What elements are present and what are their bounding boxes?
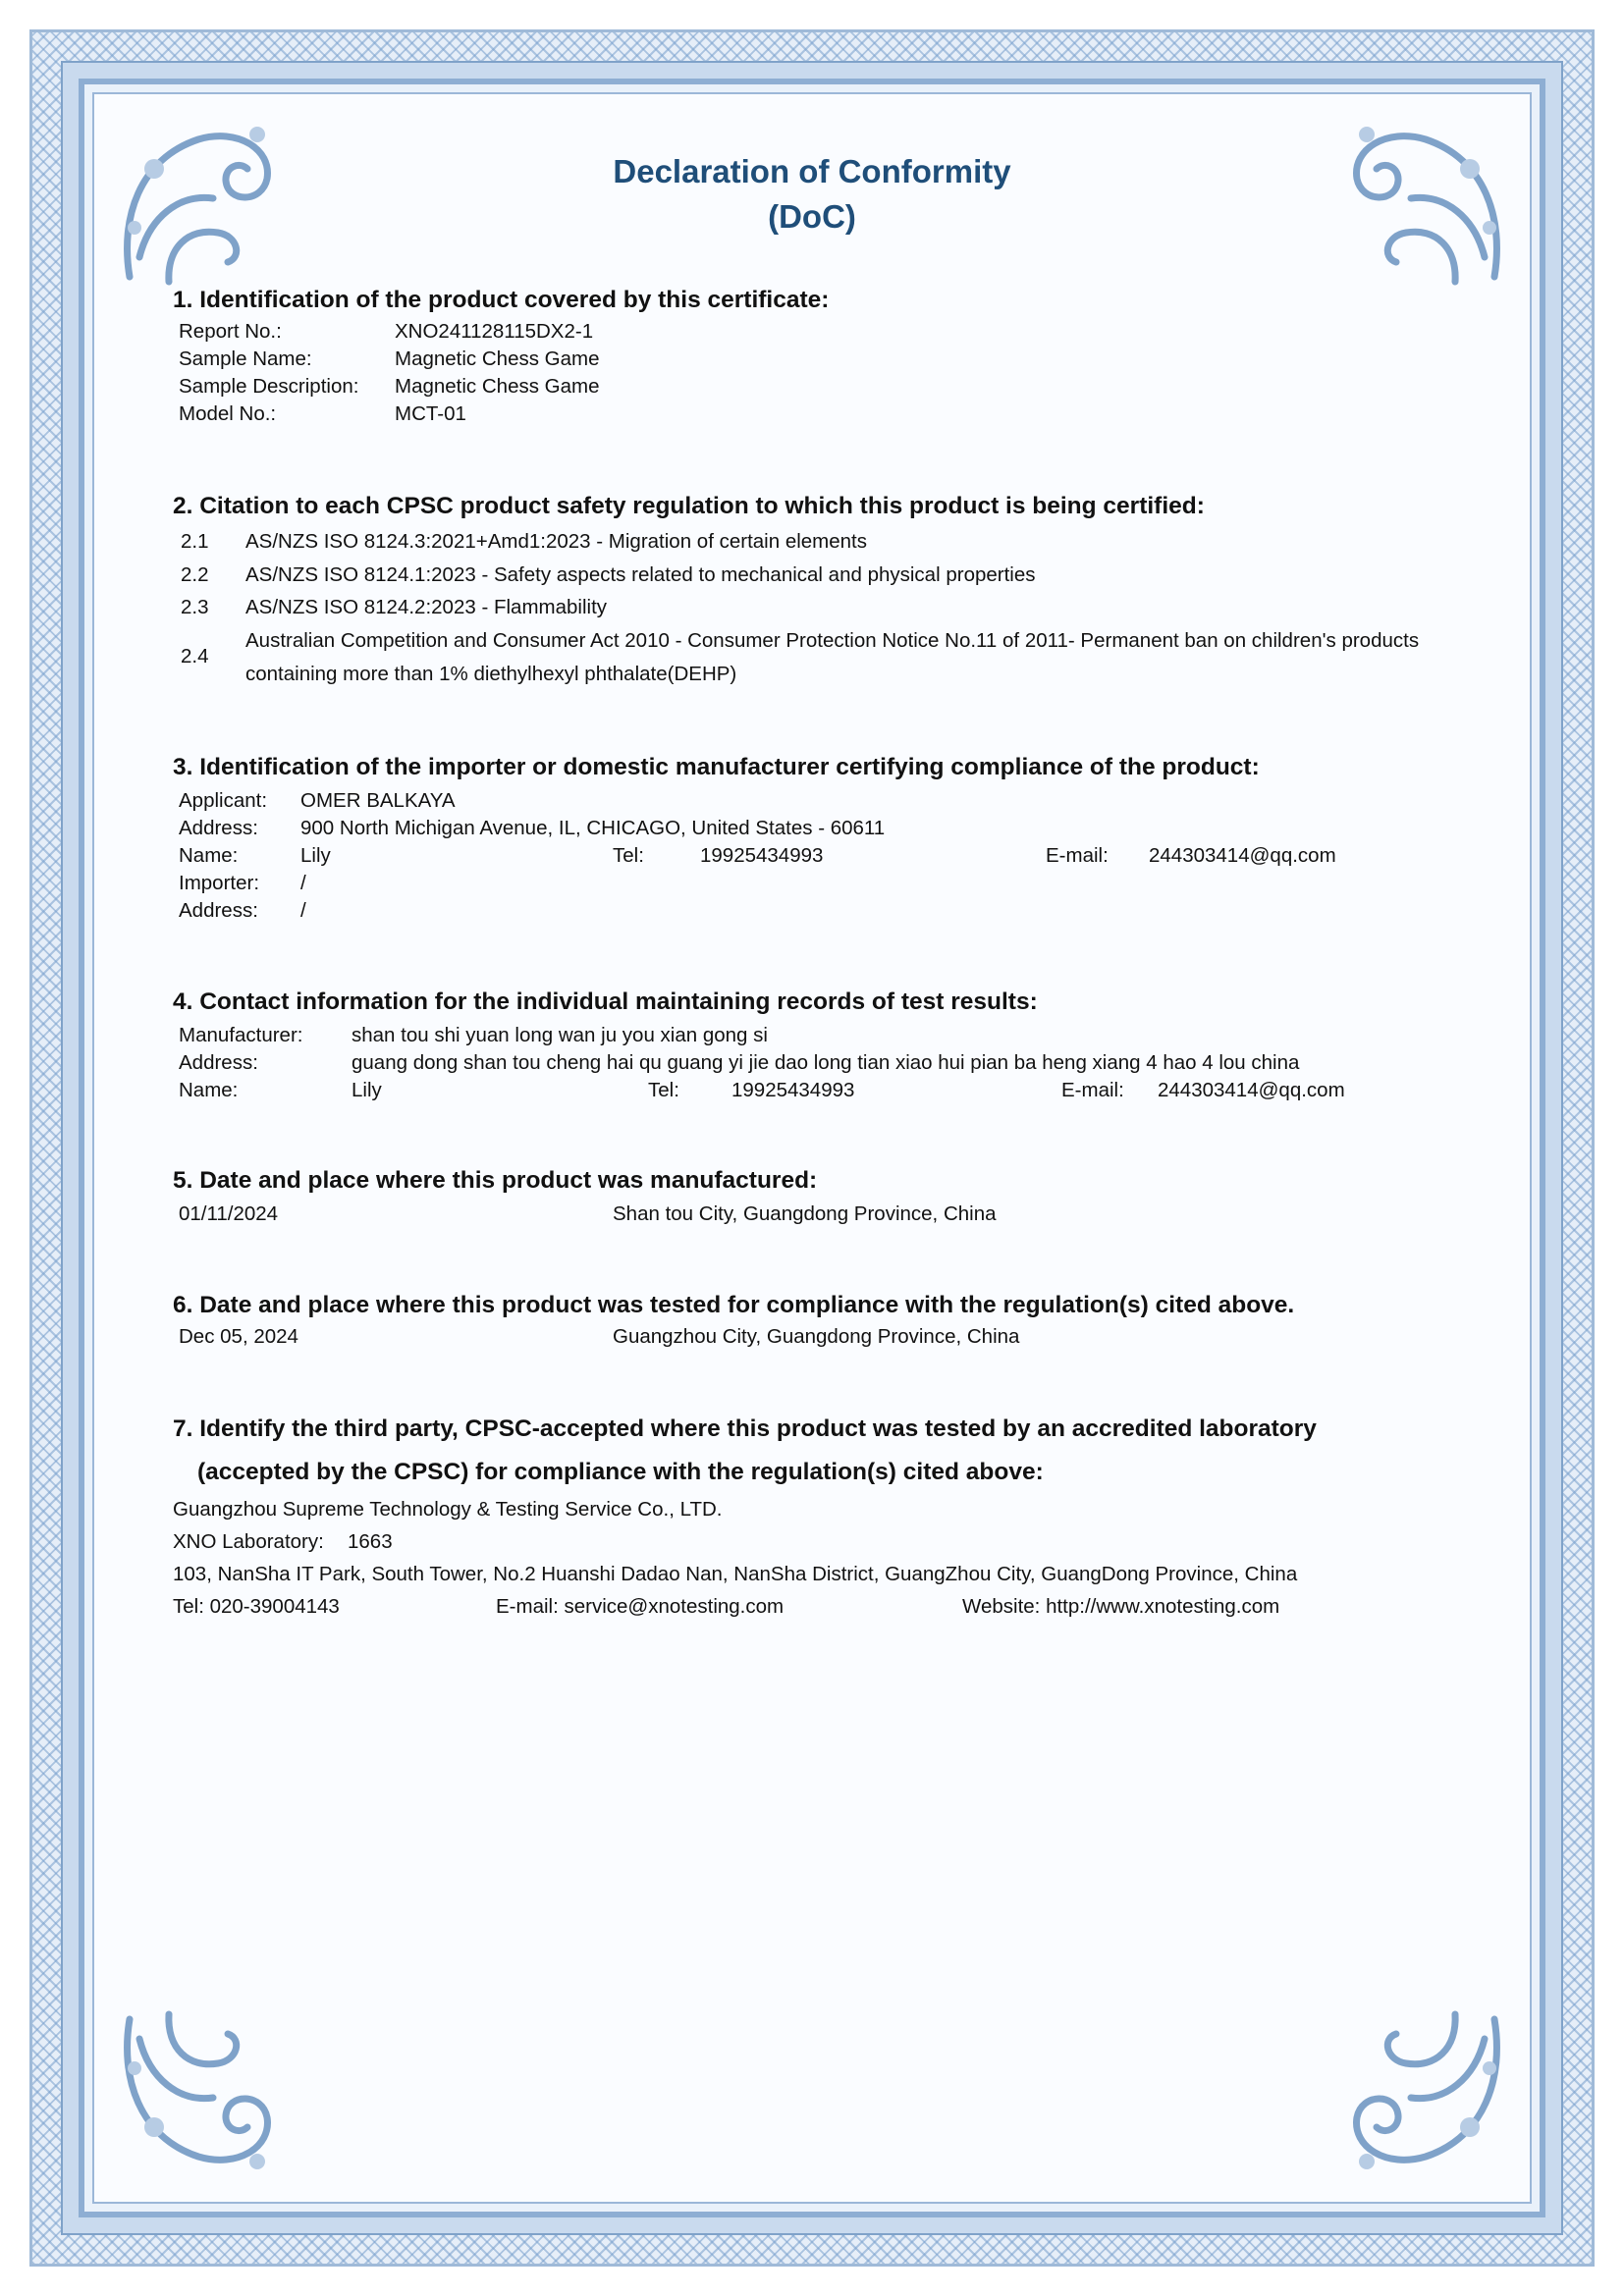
field-label: Model No.: — [179, 402, 277, 425]
test-date: Dec 05, 2024 — [179, 1325, 298, 1348]
applicant-address: 900 North Michigan Avenue, IL, CHICAGO, United States - 60611 — [300, 817, 886, 839]
section-heading: 4. Contact information for the individual maintaining records of test results: — [173, 988, 1038, 1015]
section-product-identification — [173, 285, 1469, 428]
citation-text: Australian Competition and Consumer Act 2010 - Consumer Protection Notice No.11 of 2011- Permanent ban on children's products — [245, 629, 1420, 652]
title-line-1: Declaration of Conformity — [613, 153, 1011, 189]
lab-name: Guangzhou Supreme Technology & Testing Service Co., LTD. — [173, 1498, 723, 1521]
title-line-2: (DoC) — [768, 198, 856, 235]
field-label: Manufacturer: — [179, 1024, 303, 1046]
lab-number: 1663 — [348, 1530, 393, 1553]
section-heading-continued: (accepted by the CPSC) for compliance with the regulation(s) cited above: — [197, 1459, 1044, 1485]
manufacture-place: Shan tou City, Guangdong Province, China — [613, 1202, 997, 1225]
lab-email: E-mail: service@xnotesting.com — [496, 1595, 785, 1618]
applicant-name: OMER BALKAYA — [300, 789, 456, 812]
model-number: MCT-01 — [395, 402, 466, 425]
citation-number: 2.3 — [181, 596, 209, 618]
section-heading: 6. Date and place where this product was tested for compliance with the regulation(s) cited above. — [173, 1292, 1295, 1318]
field-label: Address: — [179, 899, 258, 922]
contact-email: 244303414@qq.com — [1149, 844, 1336, 867]
lab-address: 103, NanSha IT Park, South Tower, No.2 Huanshi Dadao Nan, NanSha District, GuangZhou City, GuangDong Province, China — [173, 1563, 1298, 1585]
section-test-date-place — [173, 1290, 1469, 1351]
report-number: XNO241128115DX2-1 — [395, 320, 594, 343]
citation-number: 2.4 — [181, 645, 209, 667]
importer-address: / — [300, 899, 306, 922]
manufacturer-address: guang dong shan tou cheng hai qu guang yi jie dao long tian xiao hui pian ba heng xiang 4 hao 4 lou china — [352, 1051, 1300, 1074]
section-heading: 1. Identification of the product covered by this certificate: — [173, 287, 830, 313]
contact-name: Lily — [300, 844, 331, 867]
document-title — [0, 149, 1624, 240]
citation-text: AS/NZS ISO 8124.3:2021+Amd1:2023 - Migration of certain elements — [245, 530, 867, 553]
field-label: Importer: — [179, 872, 260, 894]
section-manufacture-date-place — [173, 1165, 1469, 1228]
corner-ornament-icon — [110, 2000, 297, 2186]
field-label: Address: — [179, 1051, 258, 1074]
lab-phone: Tel: 020-39004143 — [173, 1595, 340, 1618]
section-third-party-lab — [173, 1414, 1469, 1633]
section-regulation-citations — [173, 491, 1469, 695]
citation-number: 2.2 — [181, 563, 209, 586]
citation-text: AS/NZS ISO 8124.1:2023 - Safety aspects related to mechanical and physical properties — [245, 563, 1036, 586]
contact-name: Lily — [352, 1079, 382, 1101]
field-label: E-mail: — [1046, 844, 1109, 867]
contact-email: 244303414@qq.com — [1158, 1079, 1345, 1101]
citation-text-continued: containing more than 1% diethylhexyl phthalate(DEHP) — [245, 663, 737, 685]
importer-name: / — [300, 872, 306, 894]
sample-name: Magnetic Chess Game — [395, 347, 600, 370]
field-label: Name: — [179, 1079, 239, 1101]
citation-number: 2.1 — [181, 530, 209, 553]
field-label: Applicant: — [179, 789, 268, 812]
section-heading: 2. Citation to each CPSC product safety regulation to which this product is being certified: — [173, 493, 1205, 519]
contact-phone: 19925434993 — [731, 1079, 855, 1101]
manufacturer-name: shan tou shi yuan long wan ju you xian gong si — [352, 1024, 768, 1046]
section-records-contact — [173, 987, 1469, 1104]
section-heading: 5. Date and place where this product was manufactured: — [173, 1167, 818, 1194]
contact-phone: 19925434993 — [700, 844, 824, 867]
field-label: Address: — [179, 817, 258, 839]
citation-text: AS/NZS ISO 8124.2:2023 - Flammability — [245, 596, 608, 618]
field-label: Sample Description: — [179, 375, 359, 398]
section-heading: 3. Identification of the importer or domestic manufacturer certifying compliance of the product: — [173, 754, 1260, 780]
sample-description: Magnetic Chess Game — [395, 375, 600, 398]
lab-website: Website: http://www.xnotesting.com — [962, 1595, 1280, 1618]
field-label: E-mail: — [1061, 1079, 1124, 1101]
field-label: Tel: — [613, 844, 644, 867]
field-label: Sample Name: — [179, 347, 312, 370]
section-heading: 7. Identify the third party, CPSC-accepted where this product was tested by an accredited laboratory — [173, 1415, 1317, 1442]
field-label: Name: — [179, 844, 239, 867]
corner-ornament-icon — [1327, 2000, 1514, 2186]
section-importer — [173, 752, 1469, 925]
test-place: Guangzhou City, Guangdong Province, China — [613, 1325, 1020, 1348]
field-label: Report No.: — [179, 320, 282, 343]
field-label: Tel: — [648, 1079, 679, 1101]
manufacture-date: 01/11/2024 — [179, 1202, 279, 1225]
field-label: XNO Laboratory: — [173, 1530, 324, 1553]
